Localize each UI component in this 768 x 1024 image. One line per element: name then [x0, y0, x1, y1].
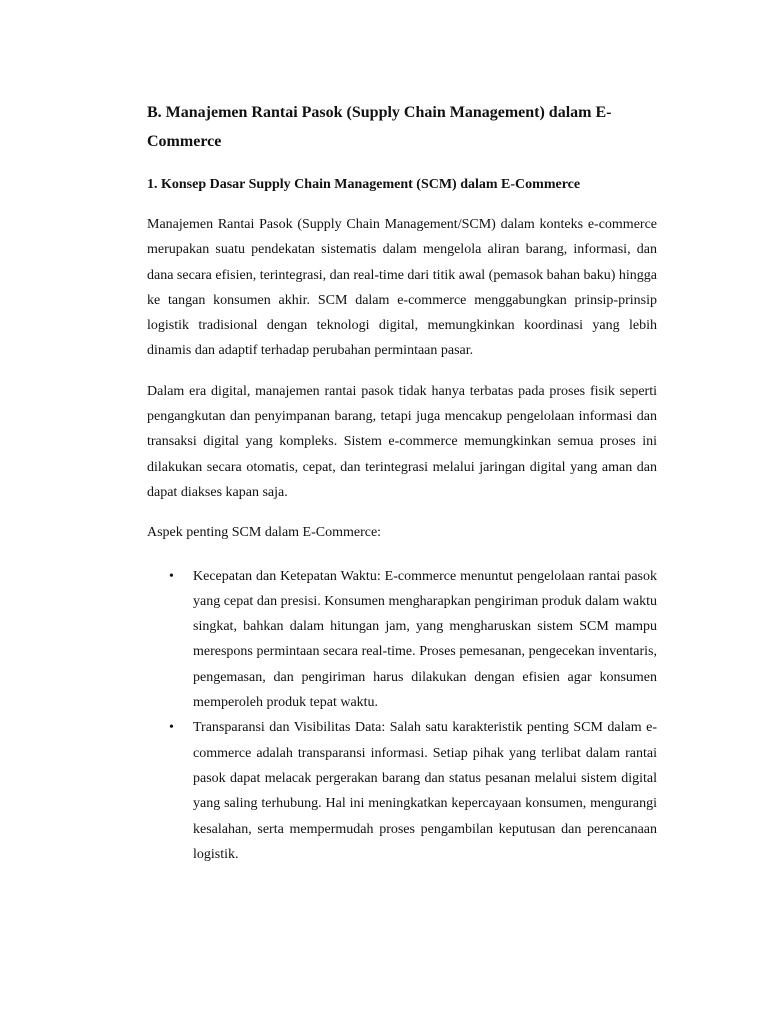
list-item [147, 564, 657, 716]
bullet-icon: • [169, 720, 174, 736]
bullet-icon: • [169, 568, 174, 584]
bullet-list [147, 564, 657, 868]
section-title: B. Manajemen Rantai Pasok (Supply Chain Management) dalam E-Commerce [147, 104, 612, 150]
list-intro: Aspek penting SCM dalam E-Commerce: [147, 525, 382, 541]
list-item-text: Kecepatan dan Ketepatan Waktu: E-commerce menuntut pengelolaan rantai pasok yang cepat dan presisi. Konsumen mengharapkan pengiriman produk dalam waktu singkat, bahkan dalam hitungan jam, yang mengharuskan sistem SCM mampu merespons permintaan secara real-time. Proses pemesanan, pengecekan inventaris, pengemasan, dan pengiriman harus dilakukan dengan efisien agar konsumen memperoleh produk tepat waktu. [193, 568, 657, 711]
document-page [147, 98, 657, 867]
body-paragraph: Dalam era digital, manajemen rantai pasok tidak hanya terbatas pada proses fisik seperti pengangkutan dan penyimpanan barang, tetapi juga mencakup pengelolaan informasi dan transaksi digital yang kompleks. Sistem e-commerce memungkinkan semua proses ini dilakukan secara otomatis, cepat, dan terintegrasi melalui jaringan digital yang aman dan dapat diakses kapan saja. [147, 383, 657, 500]
body-paragraph: Manajemen Rantai Pasok (Supply Chain Management/SCM) dalam konteks e-commerce merupakan suatu pendekatan sistematis dalam mengelola aliran barang, informasi, dan dana secara efisien, terintegrasi, dan real-time dari titik awal (pemasok bahan baku) hingga ke tangan konsumen akhir. SCM dalam e-commerce menggabungkan prinsip-prinsip logistik tradisional dengan teknologi digital, memungkinkan koordinasi yang lebih dinamis dan adaptif terhadap perubahan permintaan pasar. [147, 217, 658, 359]
list-item-text: Transparansi dan Visibilitas Data: Salah satu karakteristik penting SCM dalam e-commerce adalah transparansi informasi. Setiap pihak yang terlibat dalam rantai pasok dapat melacak pergerakan barang dan status pesanan melalui sistem digital yang saling terhubung. Hal ini meningkatkan kepercayaan konsumen, mengurangi kesalahan, serta mempermudah proses pengambilan keputusan dan perencanaan logistik. [193, 720, 657, 862]
subsection-title: 1. Konsep Dasar Supply Chain Management (SCM) dalam E-Commerce [147, 177, 581, 192]
list-item [147, 715, 657, 867]
